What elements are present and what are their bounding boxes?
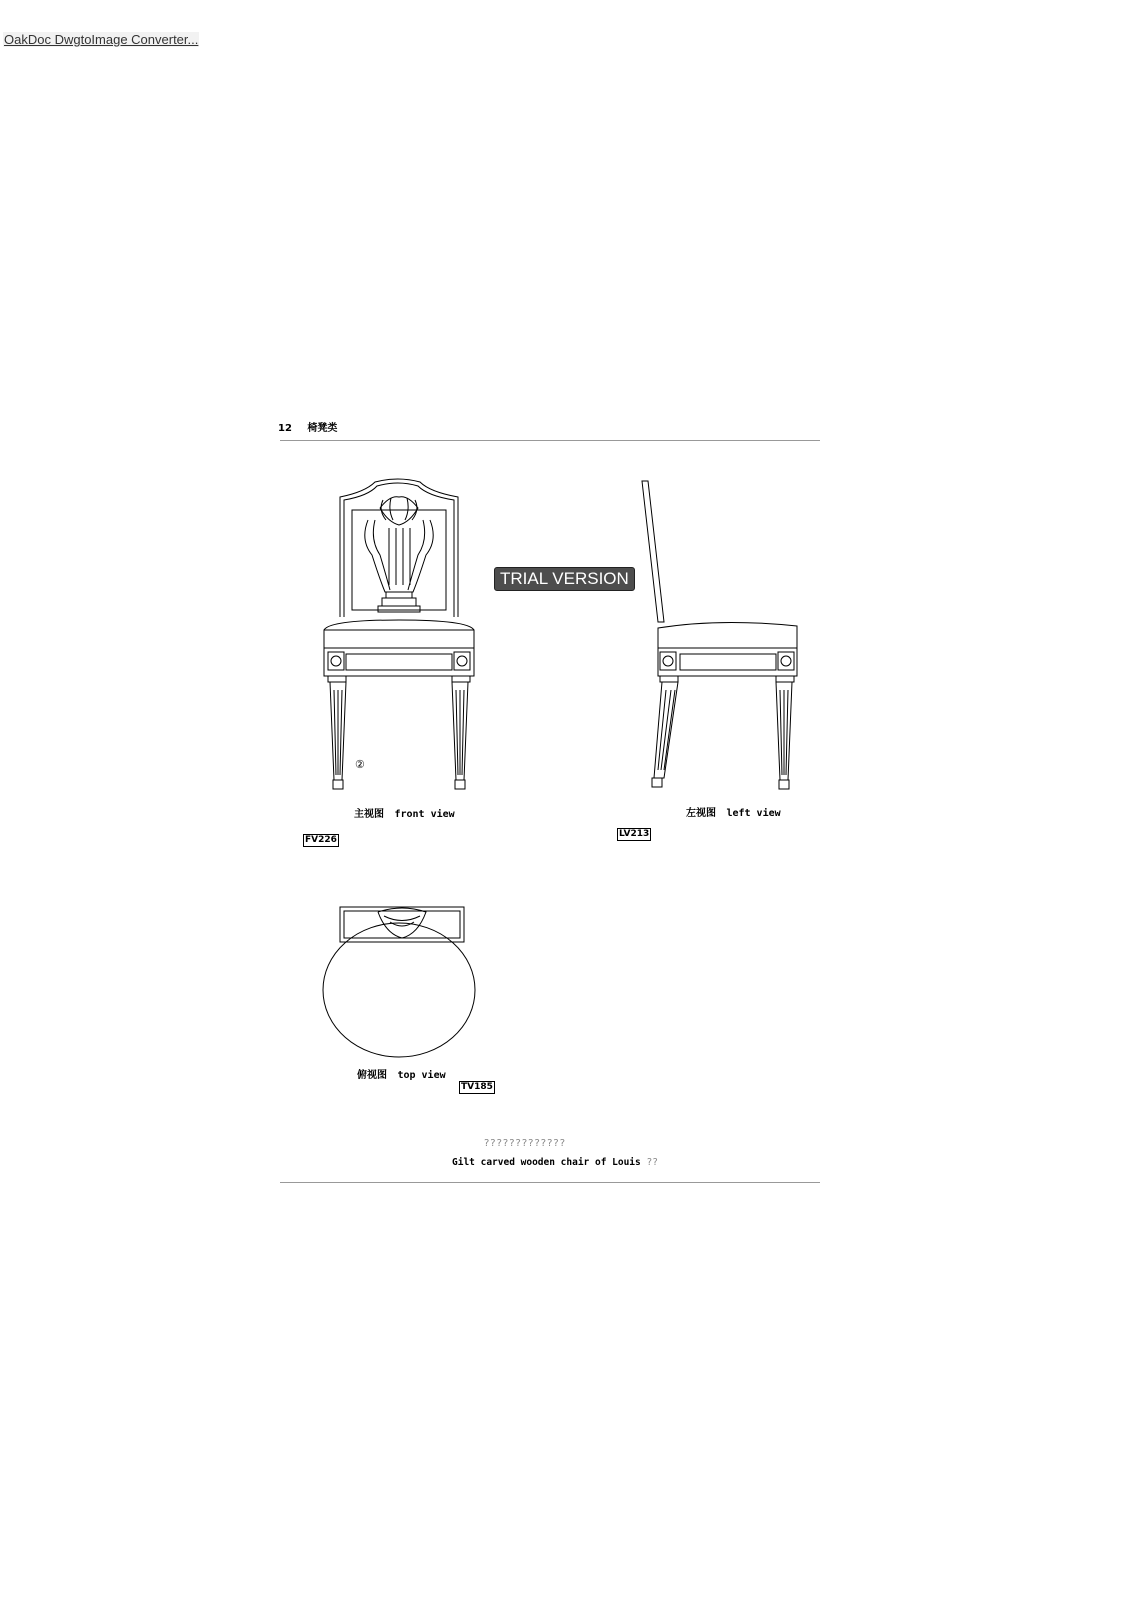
- front-view-drawing: [324, 479, 474, 789]
- marker-label: ②: [355, 759, 365, 771]
- trial-watermark: TRIAL VERSION: [494, 567, 635, 591]
- footer-title-en: [452, 1157, 658, 1168]
- front-view-en: front view: [394, 809, 455, 820]
- top-view-en: top view: [397, 1070, 446, 1081]
- left-view-caption: [686, 804, 781, 819]
- top-view-code: TV185: [461, 1082, 493, 1092]
- left-view-drawing: [642, 481, 797, 789]
- footer-title-cn: ?????????????: [484, 1138, 566, 1149]
- left-view-en: left view: [726, 808, 781, 819]
- top-view-caption: [357, 1066, 446, 1081]
- left-view-cn: 左视图: [686, 808, 716, 819]
- front-view-caption: [354, 805, 455, 820]
- footer-title-en-text: Gilt carved wooden chair of Louis: [452, 1157, 641, 1168]
- top-view-drawing: [323, 907, 475, 1057]
- top-view-cn: 俯视图: [357, 1070, 387, 1081]
- footer-rule: [280, 1182, 820, 1183]
- footer-title-en-suffix: ??: [646, 1157, 658, 1168]
- front-view-cn: 主视图: [354, 809, 384, 820]
- left-view-code: LV213: [619, 829, 650, 839]
- page-number: 12: [278, 423, 292, 434]
- front-view-code: FV226: [305, 835, 337, 845]
- app-title-link[interactable]: OakDoc DwgtoImage Converter...: [4, 32, 199, 47]
- section-title: 椅凳类: [307, 423, 338, 434]
